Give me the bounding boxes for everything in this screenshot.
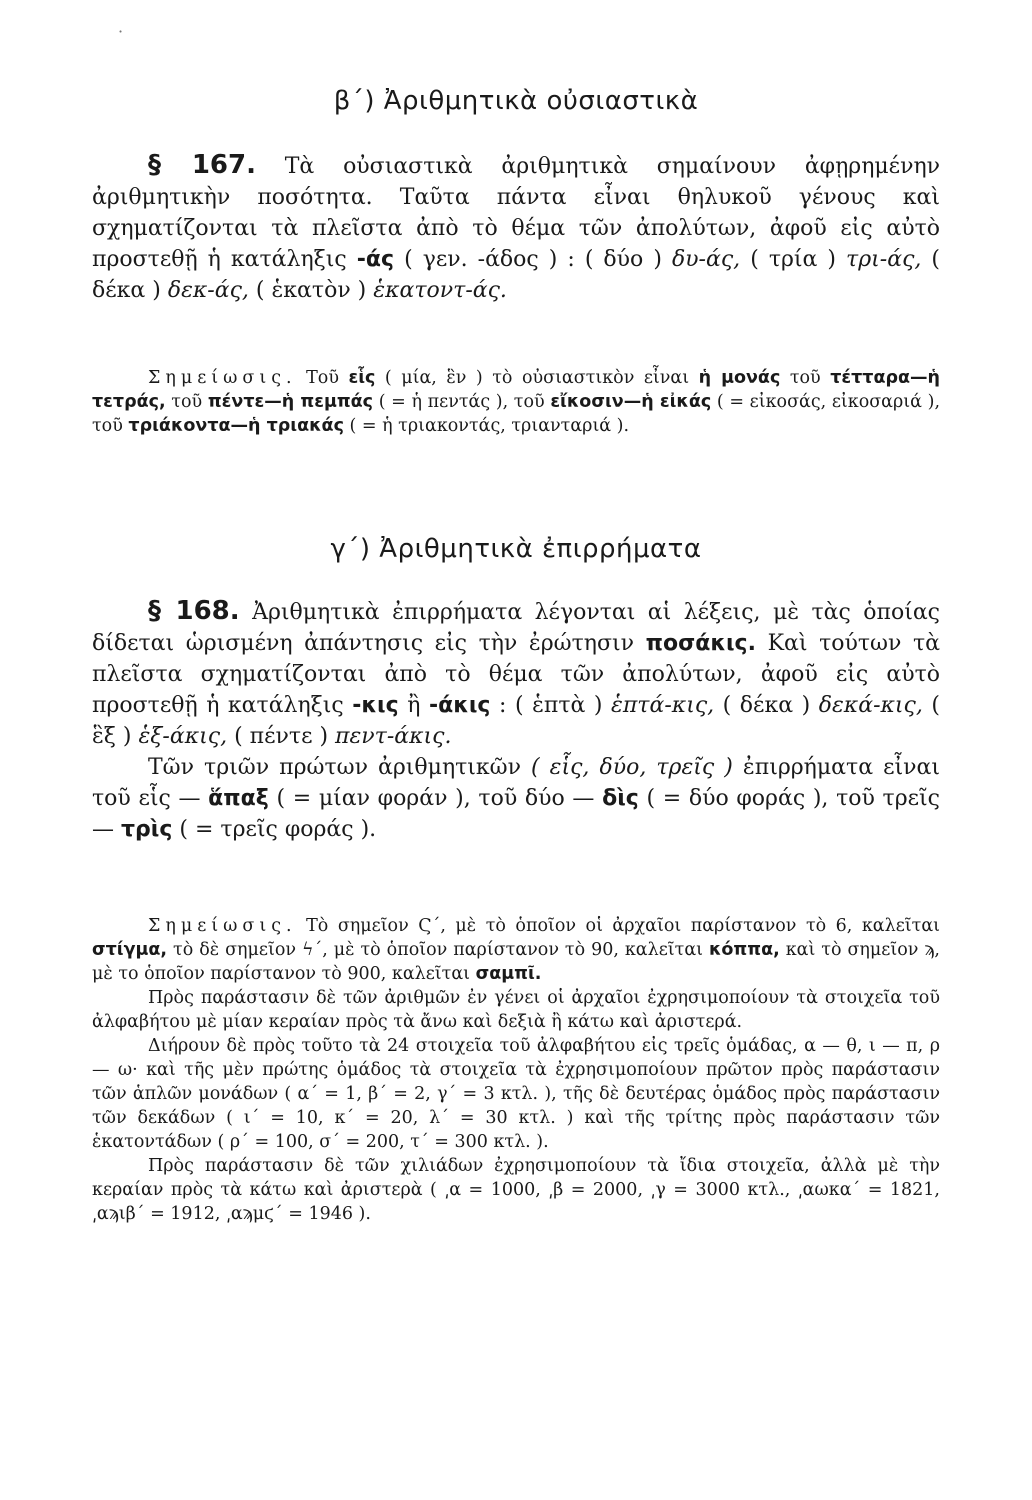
section-heading-nouns: β΄) Ἀριθμητικὰ οὐσιαστικὰ [333, 86, 699, 116]
section-number-168: § 168. [148, 596, 240, 626]
page-mark: · [118, 22, 124, 41]
section-number-167: § 167. [148, 150, 256, 180]
note-adverbs-par2: Πρὸς παράστασιν δὲ τῶν ἀριθμῶν ἐν γένει οἱ ἀρχαῖοι ἐχρησιμοποίουν τὰ στοιχεῖα τοῦ ἀλφαβήτου μὲ μίαν κεραίαν πρὸς τὰ ἄνω καὶ δεξιὰ ἢ κάτω καὶ ἀριστερά. [92, 988, 940, 1032]
section-heading-adverbs: γ΄) Ἀριθμητικὰ ἐπιρρήματα [330, 534, 702, 564]
paragraph-167 [92, 150, 940, 306]
paragraph-167-text: § 167. Τὰ οὐσιαστικὰ ἀριθμητικὰ σημαίνουν ἀφῃρημένην ἀριθμητικὴν ποσότητα. Ταῦτα πάντα εἶναι θηλυκοῦ γένους καὶ σχηματίζονται τὰ πλεῖστα ἀπὸ τὸ θέμα τῶν ἀπολύτων, ἀφοῦ εἰς αὐτὸ προστεθῇ ἡ κατάληξις -άς ( γεν. -άδος ) : ( δύο ) δυ-άς, ( τρία ) τρι-άς, ( δέκα ) δεκ-άς, ( ἑκατὸν ) ἑκατοντ-άς. [92, 150, 941, 303]
note-label: Σημείωσις. [148, 368, 297, 388]
note-adverbs [92, 914, 940, 1226]
note-label: Σημείωσις. [148, 916, 297, 936]
note-adverbs-par3: Διήρουν δὲ πρὸς τοῦτο τὰ 24 στοιχεῖα τοῦ ἀλφαβήτου εἰς τρεῖς ὁμάδας, α — θ, ι — π, ρ — ω· καὶ τῆς μὲν πρώτης ὁμάδος τὰ στοιχεῖα τὰ ἐχρησιμοποίουν πρῶτον πρὸς παράστασιν τῶν ἁπλῶν μονάδων ( α΄ = 1, β΄ = 2, γ΄ = 3 κτλ. ), τῆς δὲ δευτέρας ὁμάδος πρὸς παράστασιν τῶν δεκάδων ( ι΄ = 10, κ΄ = 20, λ΄ = 30 κτλ. ) καὶ τῆς τρίτης πρὸς παράστασιν τῶν ἑκατοντάδων ( ρ΄ = 100, σ΄ = 200, τ΄ = 300 κτλ. ). [92, 1036, 940, 1152]
paragraph-168-text: § 168. Ἀριθμητικὰ ἐπιρρήματα λέγονται αἱ λέξεις, μὲ τὰς ὁποίας δίδεται ὡρισμένη ἀπάντησις εἰς τὴν ἐρώτησιν ποσάκις. Καὶ τούτων τὰ πλεῖστα σχηματίζονται ἀπὸ τὸ θέμα τῶν ἀπολύτων, ἀφοῦ εἰς αὐτὸ προστεθῇ ἡ κατάληξις -κις ἢ -άκις : ( ἑπτὰ ) ἑπτά-κις, ( δέκα ) δεκά-κις, ( ἓξ ) ἑξ-άκις, ( πέντε ) πεντ-άκις. [92, 596, 941, 749]
note-nouns [92, 366, 940, 438]
note-adverbs-par4: Πρὸς παράστασιν δὲ τῶν χιλιάδων ἐχρησιμοποίουν τὰ ἴδια στοιχεῖα, ἀλλὰ μὲ τὴν κεραίαν πρὸς τὰ κάτω καὶ ἀριστερὰ ( ͵α = 1000, ͵β = 2000, ͵γ = 3000 κτλ., ͵αωκα΄ = 1821, ͵αϡιβ΄ = 1912, ͵αϡμϛ΄ = 1946 ). [92, 1156, 940, 1224]
paragraph-168 [92, 596, 940, 845]
note-adverbs-text: Σημείωσις. Τὸ σημεῖον Ϛ΄, μὲ τὸ ὁποῖον οἱ ἀρχαῖοι παρίστανον τὸ 6, καλεῖται στίγμα, τὸ δὲ σημεῖον ϟ΄, μὲ τὸ ὁποῖον παρίστανον τὸ 90, καλεῖται κόππα, καὶ τὸ σημεῖον ϡ, μὲ το ὁποῖον παρίστανον τὸ 900, καλεῖται σαμπῖ. [92, 916, 940, 984]
suffix-as: -άς [356, 247, 395, 272]
paragraph-168-second: Τῶν τριῶν πρώτων ἀριθμητικῶν ( εἷς, δύο, τρεῖς ) ἐπιρρήματα εἶναι τοῦ εἷς — ἅπαξ ( = μίαν φοράν ), τοῦ δύο — δὶς ( = δύο φοράς ), τοῦ τρεῖς — τρὶς ( = τρεῖς φοράς ). [92, 755, 940, 842]
note-nouns-text: Σημείωσις. Τοῦ εἷς ( μία, ἓν ) τὸ οὐσιαστικὸν εἶναι ἡ μονάς τοῦ τέτταρα—ἡ τετράς, τοῦ πέντε—ἡ πεμπάς ( = ἡ πεντάς ), τοῦ εἴκοσιν—ἡ εἰκάς ( = εἰκοσάς, εἰκοσαριά ), τοῦ τριάκοντα—ἡ τριακάς ( = ἡ τριακοντάς, τριανταριά ). [92, 368, 941, 436]
